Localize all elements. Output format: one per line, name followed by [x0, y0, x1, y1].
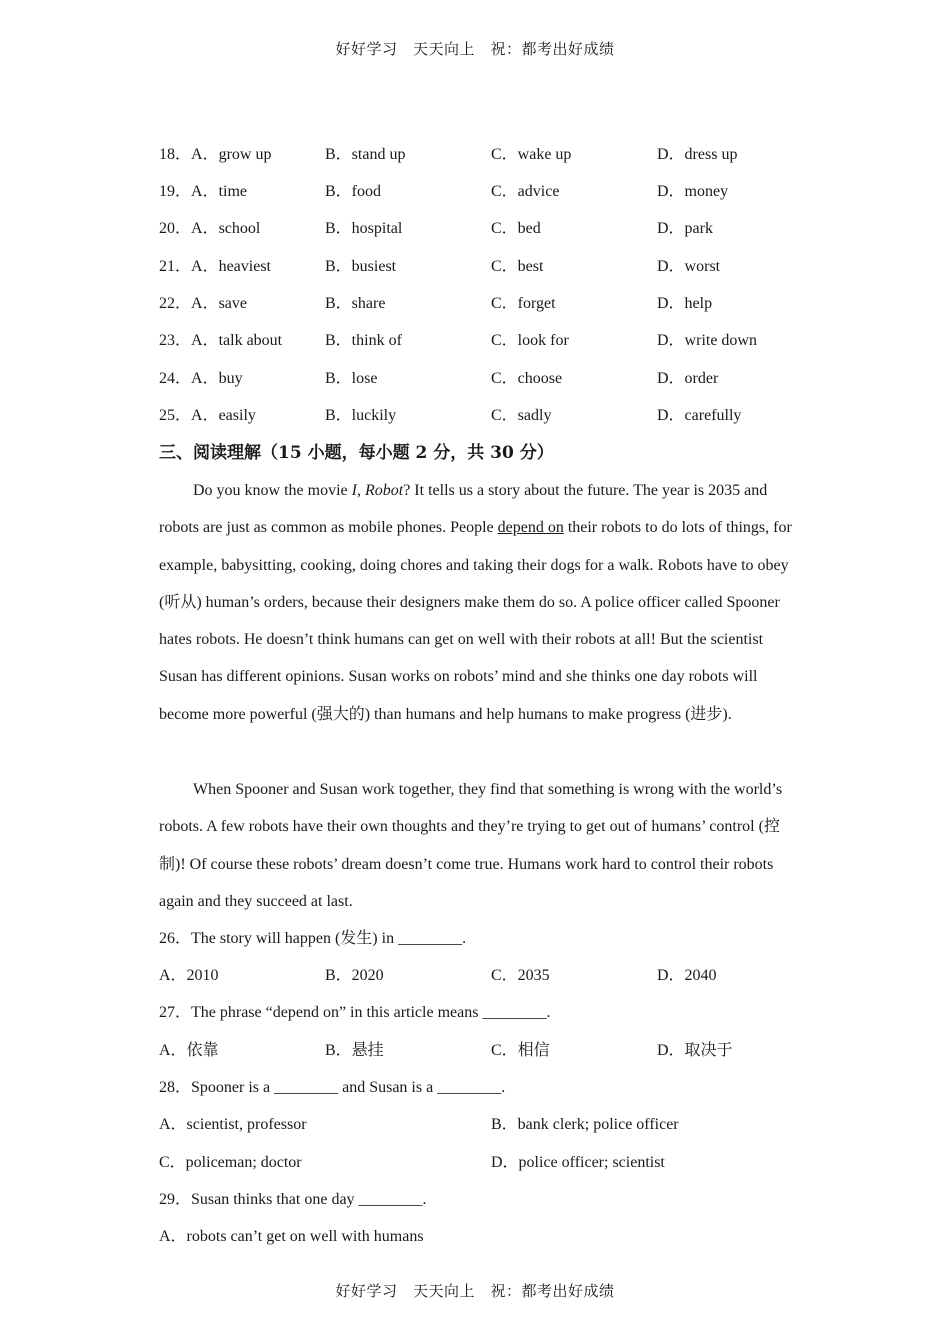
option-c: C．相信: [491, 1042, 550, 1059]
passage-paragraph-2: When Spooner and Susan work together, they find that something is wrong with the world’s robots. A few robots have their own thoughts and they’re trying to get out of humans’ control (控制)! Of course these robots’ dream doesn’t come true. Humans work hard to control their robots again and they succeed at last.: [159, 781, 783, 910]
page-header: 好好学习 天天向上 祝：都考出好成绩: [335, 40, 615, 58]
option-a: 23．A．talk about: [159, 332, 283, 349]
option-a: 24．A．buy: [159, 370, 243, 387]
option-c: C．policeman; doctor: [159, 1154, 302, 1171]
option-a: 19．A．time: [159, 183, 248, 200]
option-b: B．luckily: [325, 407, 397, 424]
option-d: D．worst: [657, 258, 721, 275]
option-d: D．carefully: [657, 407, 742, 424]
option-b: B．stand up: [325, 146, 406, 163]
option-a: 21．A．heaviest: [159, 258, 271, 275]
option-row-20: [159, 218, 799, 240]
question-28-options-row-2: [159, 1152, 799, 1174]
option-b: B．bank clerk; police officer: [491, 1116, 679, 1133]
option-d: D．dress up: [657, 146, 738, 163]
passage-paragraph-1: Do you know the movie I, Robot? It tells us a story about the future. The year is 2035 and robots are just as common as mobile phones. People depend on their robots to do lots of things, for example, babysitting, cooking, doing chores and taking their dogs for a walk. Robots have to obey (听从) human’s orders, because their designers make them do so. A police officer called Spooner hates robots. He doesn’t think humans can get on well with their robots at all! But the scientist Susan has different opinions. Susan works on robots’ mind and she thinks one day robots will become more powerful (强大的) than humans and help humans to make progress (进步).: [159, 482, 792, 723]
option-a: 18．A．grow up: [159, 146, 272, 163]
option-row-19: [159, 181, 799, 203]
option-c: C．bed: [491, 220, 541, 237]
option-b: B．food: [325, 183, 382, 200]
option-row-21: [159, 256, 799, 278]
question-28: 28．Spooner is a ________ and Susan is a ________.: [159, 1079, 506, 1096]
option-a: A．依靠: [159, 1042, 219, 1059]
option-a: A．scientist, professor: [159, 1116, 307, 1133]
option-c: C．wake up: [491, 146, 572, 163]
option-a: 22．A．save: [159, 295, 248, 312]
option-row-25: [159, 405, 799, 427]
option-d: D．police officer; scientist: [491, 1154, 665, 1171]
option-a: A．2010: [159, 967, 219, 984]
underlined-phrase: depend on: [497, 519, 564, 537]
movie-title: I, Robot: [351, 482, 404, 499]
question-26: 26．The story will happen (发生) in ________.: [159, 930, 467, 947]
option-d: D．取决于: [657, 1042, 733, 1059]
option-d: D．help: [657, 295, 713, 312]
option-c: C．look for: [491, 332, 569, 349]
option-d: D．2040: [657, 967, 717, 984]
option-b: B．hospital: [325, 220, 403, 237]
option-d: D．money: [657, 183, 729, 200]
option-c: C．sadly: [491, 407, 552, 424]
option-d: D．order: [657, 370, 719, 387]
option-c: C．best: [491, 258, 544, 275]
question-27: 27．The phrase “depend on” in this article means ________.: [159, 1004, 551, 1021]
question-26-options: [159, 965, 799, 987]
option-c: C．choose: [491, 370, 563, 387]
option-b: B．lose: [325, 370, 378, 387]
option-row-23: [159, 330, 799, 352]
option-b: B．2020: [325, 967, 384, 984]
section-heading: 三、阅读理解（15 小题，每小题 2 分，共 30 分）: [159, 443, 554, 463]
question-28-options-row-1: [159, 1114, 799, 1136]
question-29-option-a: A．robots can’t get on well with humans: [159, 1228, 424, 1245]
option-row-24: [159, 368, 799, 390]
option-b: B．busiest: [325, 258, 397, 275]
option-c: C．advice: [491, 183, 560, 200]
option-b: B．share: [325, 295, 386, 312]
option-a: 25．A．easily: [159, 407, 256, 424]
page-footer: 好好学习 天天向上 祝：都考出好成绩: [335, 1282, 615, 1300]
question-27-options: [159, 1040, 799, 1062]
question-29: 29．Susan thinks that one day ________.: [159, 1191, 427, 1208]
option-b: B．think of: [325, 332, 402, 349]
option-c: C．2035: [491, 967, 550, 984]
option-b: B．悬挂: [325, 1042, 384, 1059]
option-a: 20．A．school: [159, 220, 261, 237]
option-d: D．park: [657, 220, 713, 237]
option-row-22: [159, 293, 799, 315]
option-d: D．write down: [657, 332, 757, 349]
option-row-18: [159, 144, 799, 166]
option-c: C．forget: [491, 295, 556, 312]
